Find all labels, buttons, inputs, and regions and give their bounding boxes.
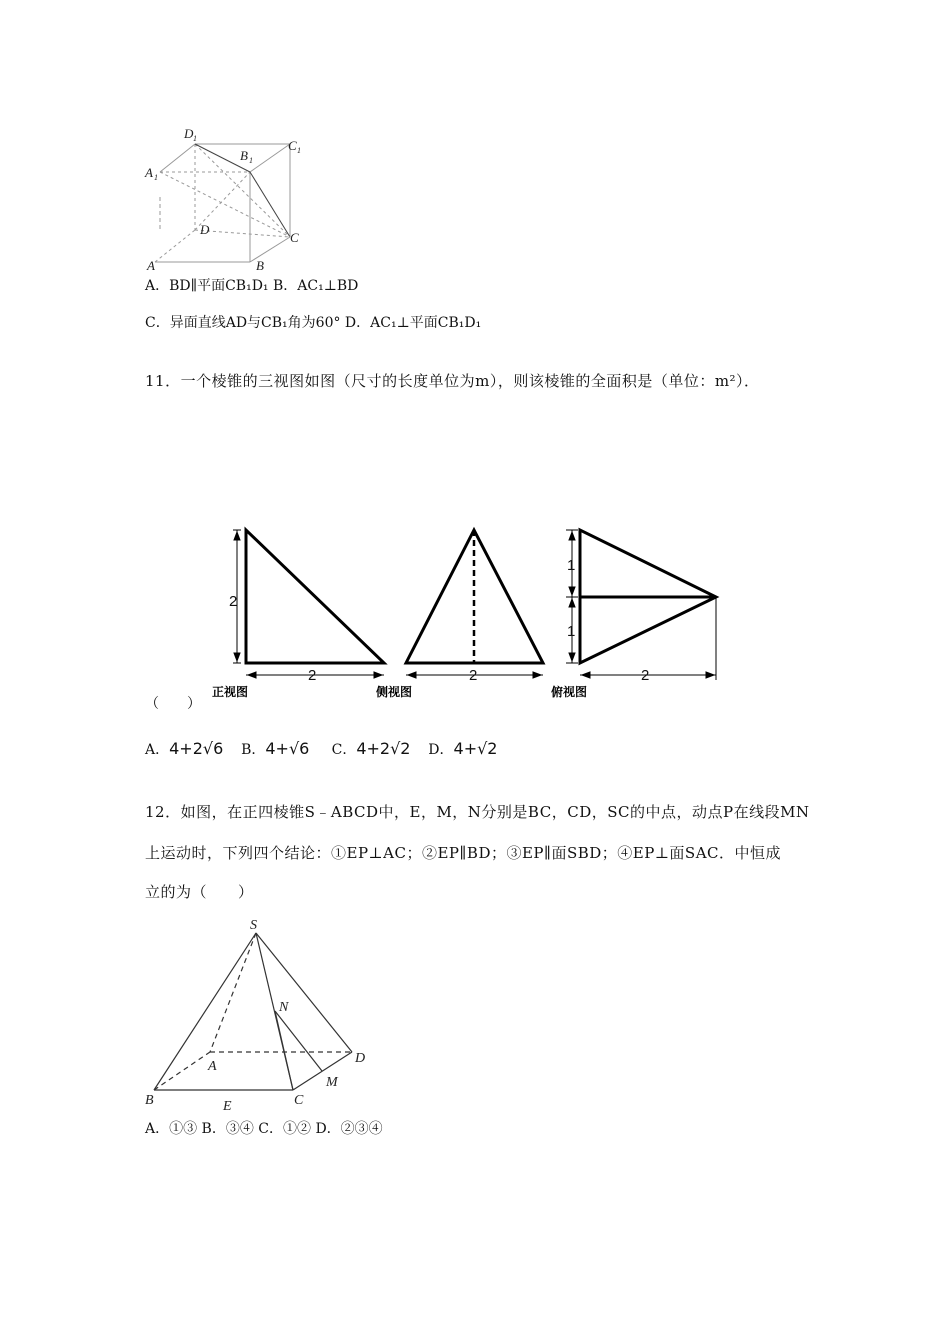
q10-options-line2: C．异面直线AD与CB₁角为60° D．AC₁⊥平面CB₁D₁ [145, 315, 482, 331]
front-view-caption: 正视图 [212, 685, 249, 699]
label-S: S [250, 918, 257, 933]
top-view-caption: 俯视图 [551, 685, 588, 699]
label-A1: A [145, 165, 153, 180]
cube-figure [140, 122, 320, 282]
pyramid-figure [140, 915, 380, 1115]
label-B: B [256, 258, 264, 273]
q11-paren: （ ） [145, 696, 201, 712]
q11-option-d-expr: 4+√2 [453, 739, 498, 758]
q11-option-b-expr: 4+√6 [265, 739, 310, 758]
label-A1-sub: 1 [154, 173, 158, 182]
q12-stem-line3: 立的为（ ） [145, 883, 254, 901]
q11-option-c-expr: 4+2√2 [356, 739, 411, 758]
q11-option-b-letter: B． [241, 742, 266, 758]
q12-stem-line1: 12．如图，在正四棱锥S﹣ABCD中，E，M，N分别是BC，CD，SC的中点，动点P在线段MN [145, 803, 810, 821]
label-A: A [147, 258, 155, 273]
label-D1-sub: 1 [193, 134, 197, 143]
front-height-label: 2 [229, 593, 238, 610]
q11-option-a-expr: 4+2√6 [169, 739, 224, 758]
q11-option-d-letter: D． [428, 742, 454, 758]
q11-option-a-letter: A． [145, 742, 170, 758]
label-C: C [290, 230, 299, 245]
label-A-pyramid: A [208, 1059, 217, 1074]
q12-options: A．①③ B．③④ C．①② D．②③④ [145, 1121, 383, 1137]
three-views-figure [212, 520, 740, 705]
side-view-caption: 侧视图 [376, 685, 413, 699]
top-width-label: 2 [641, 667, 650, 684]
top-upper-label: 1 [567, 557, 576, 574]
label-D1: D [184, 126, 194, 141]
label-C1-sub: 1 [297, 146, 301, 155]
label-N: N [279, 1000, 289, 1015]
label-M: M [326, 1075, 338, 1090]
side-width-label: 2 [469, 667, 478, 684]
top-view [566, 530, 716, 680]
q11-options [145, 737, 497, 762]
q12-stem-line2: 上运动时，下列四个结论：①EP⊥AC；②EP∥BD；③EP∥面SBD；④EP⊥面SAC．中恒成 [145, 844, 782, 862]
side-view [406, 530, 543, 678]
label-B1-sub: 1 [249, 156, 253, 165]
front-view [233, 530, 384, 678]
label-E: E [223, 1099, 232, 1114]
label-B1: B [240, 148, 248, 163]
label-D-pyramid: D [355, 1051, 366, 1066]
q11-option-c-letter: C． [331, 742, 357, 758]
q10-options-line1: A．BD∥平面CB₁D₁ B．AC₁⊥BD [145, 278, 359, 294]
label-C1: C [288, 138, 297, 153]
q11-stem: 11．一个棱锥的三视图如图（尺寸的长度单位为m），则该棱锥的全面积是（单位：m²）． [145, 372, 760, 390]
label-C-pyramid: C [294, 1093, 304, 1108]
label-D: D [200, 222, 210, 237]
label-B-pyramid: B [145, 1093, 154, 1108]
front-width-label: 2 [308, 667, 317, 684]
top-lower-label: 1 [567, 623, 576, 640]
